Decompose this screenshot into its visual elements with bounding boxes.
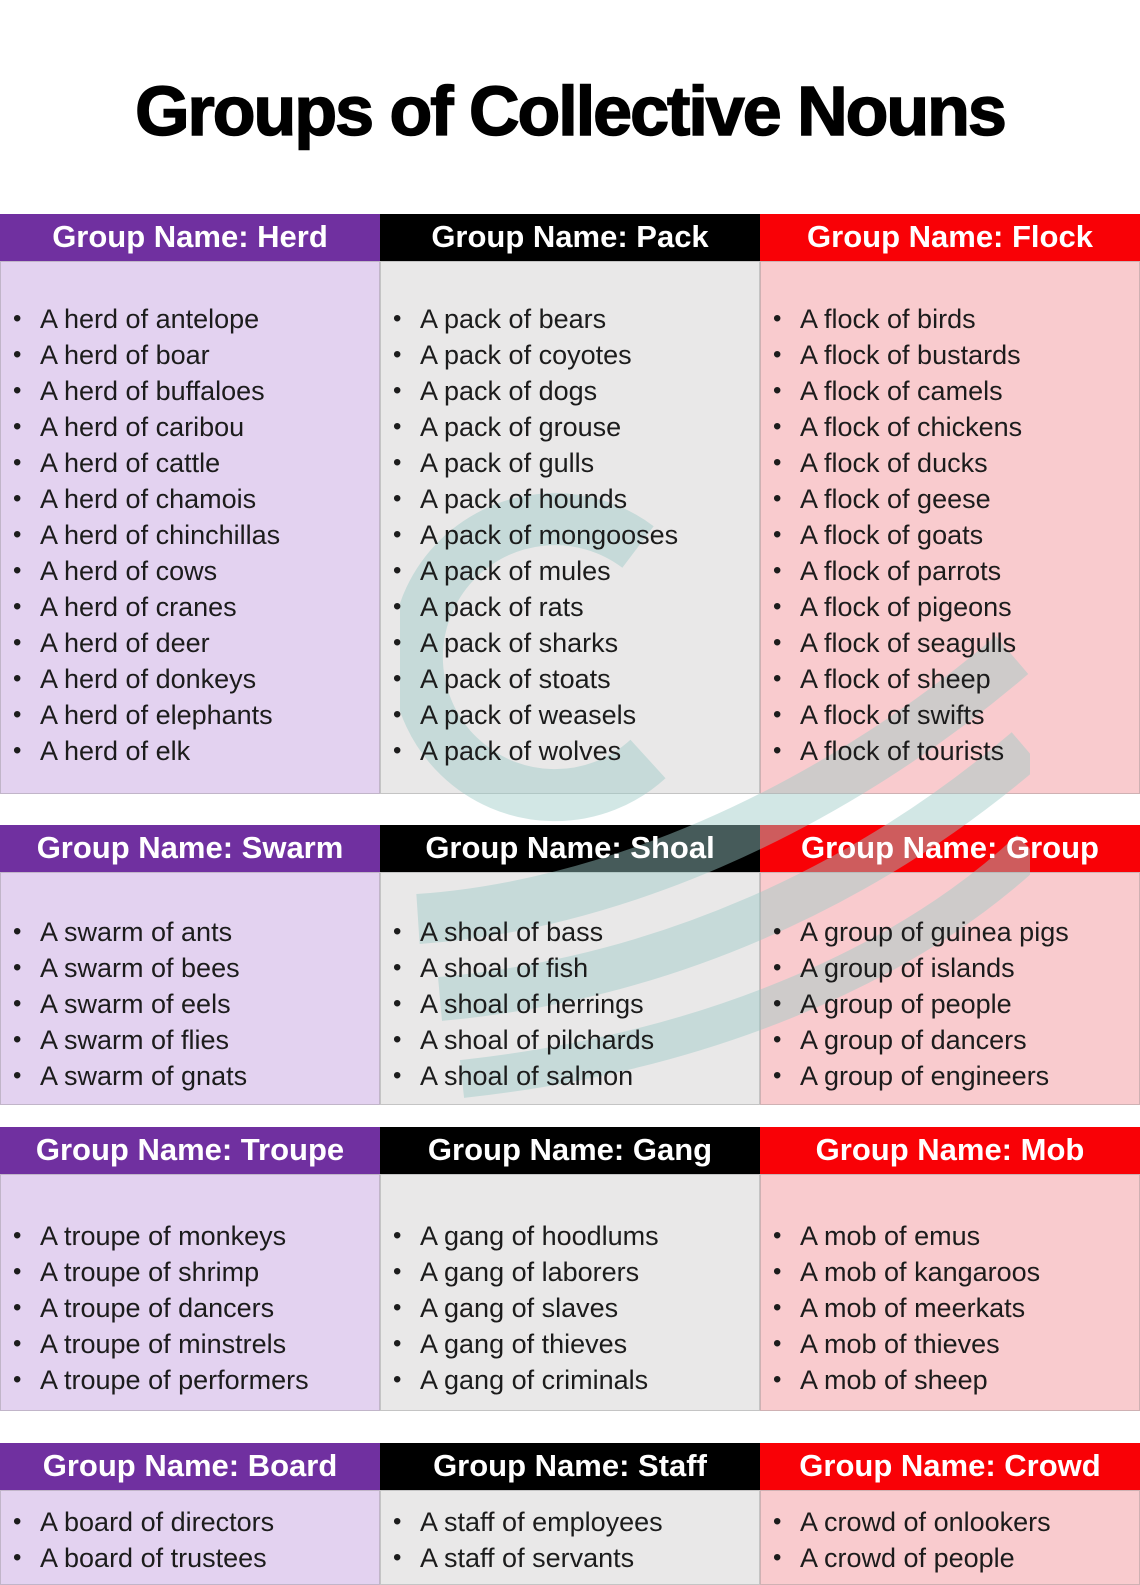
collective-noun-list: [0, 301, 380, 769]
panel-header: Group Name: Pack: [380, 214, 760, 261]
panels-grid: [0, 214, 1140, 1585]
list-item: • A herd of cows: [0, 553, 380, 589]
list-item: • A troupe of performers: [0, 1362, 380, 1398]
collective-noun-list: [380, 301, 760, 769]
list-item: • A troupe of dancers: [0, 1290, 380, 1326]
list-item: • A group of guinea pigs: [760, 914, 1140, 950]
list-item: • A troupe of shrimp: [0, 1254, 380, 1290]
list-item: • A flock of geese: [760, 481, 1140, 517]
list-item: • A board of directors: [0, 1504, 380, 1540]
list-item: • A gang of criminals: [380, 1362, 760, 1398]
panel-body: [380, 1490, 760, 1585]
list-item: • A mob of sheep: [760, 1362, 1140, 1398]
list-item: • A herd of deer: [0, 625, 380, 661]
panel-herd: [0, 214, 380, 794]
panel-board: [0, 1443, 380, 1585]
list-item: • A herd of chamois: [0, 481, 380, 517]
panel-troupe: [0, 1127, 380, 1411]
list-item: • A shoal of bass: [380, 914, 760, 950]
list-item: • A group of islands: [760, 950, 1140, 986]
panel-mob: [760, 1127, 1140, 1411]
panel-header: Group Name: Gang: [380, 1127, 760, 1174]
list-item: • A board of trustees: [0, 1540, 380, 1576]
list-item: • A group of engineers: [760, 1058, 1140, 1094]
panel-body: [380, 1174, 760, 1411]
panel-body: [0, 1174, 380, 1411]
collective-noun-list: [380, 1218, 760, 1398]
list-item: • A pack of hounds: [380, 481, 760, 517]
list-item: • A herd of buffaloes: [0, 373, 380, 409]
collective-noun-list: [0, 1218, 380, 1398]
panel-shoal: [380, 825, 760, 1105]
panel-row-3: [0, 1127, 1140, 1411]
list-item: • A pack of mules: [380, 553, 760, 589]
list-item: • A flock of goats: [760, 517, 1140, 553]
list-item: • A mob of meerkats: [760, 1290, 1140, 1326]
panel-body: [0, 1490, 380, 1585]
panel-body: [760, 1490, 1140, 1585]
list-item: • A pack of dogs: [380, 373, 760, 409]
list-item: • A pack of bears: [380, 301, 760, 337]
panel-header: Group Name: Mob: [760, 1127, 1140, 1174]
list-item: • A mob of kangaroos: [760, 1254, 1140, 1290]
collective-noun-list: [760, 1504, 1140, 1576]
panel-row-2: [0, 825, 1140, 1105]
list-item: • A flock of birds: [760, 301, 1140, 337]
list-item: • A mob of thieves: [760, 1326, 1140, 1362]
list-item: • A swarm of eels: [0, 986, 380, 1022]
panel-gang: [380, 1127, 760, 1411]
list-item: • A flock of camels: [760, 373, 1140, 409]
panel-header: Group Name: Staff: [380, 1443, 760, 1490]
panel-header: Group Name: Crowd: [760, 1443, 1140, 1490]
list-item: • A troupe of monkeys: [0, 1218, 380, 1254]
list-item: • A group of dancers: [760, 1022, 1140, 1058]
list-item: • A pack of sharks: [380, 625, 760, 661]
panel-header: Group Name: Troupe: [0, 1127, 380, 1174]
list-item: • A herd of donkeys: [0, 661, 380, 697]
panel-header: Group Name: Shoal: [380, 825, 760, 872]
panel-header: Group Name: Flock: [760, 214, 1140, 261]
panel-staff: [380, 1443, 760, 1585]
list-item: • A flock of bustards: [760, 337, 1140, 373]
list-item: • A flock of ducks: [760, 445, 1140, 481]
panel-header: Group Name: Group: [760, 825, 1140, 872]
panel-row-1: [0, 214, 1140, 794]
list-item: • A pack of grouse: [380, 409, 760, 445]
list-item: • A group of people: [760, 986, 1140, 1022]
panel-body: [760, 872, 1140, 1105]
list-item: • A staff of servants: [380, 1540, 760, 1576]
list-item: • A herd of chinchillas: [0, 517, 380, 553]
list-item: • A troupe of minstrels: [0, 1326, 380, 1362]
list-item: • A flock of seagulls: [760, 625, 1140, 661]
list-item: • A swarm of bees: [0, 950, 380, 986]
panel-body: [760, 1174, 1140, 1411]
list-item: • A herd of cattle: [0, 445, 380, 481]
list-item: • A shoal of fish: [380, 950, 760, 986]
list-item: • A pack of rats: [380, 589, 760, 625]
list-item: • A staff of employees: [380, 1504, 760, 1540]
list-item: • A flock of chickens: [760, 409, 1140, 445]
list-item: • A pack of mongooses: [380, 517, 760, 553]
list-item: • A herd of caribou: [0, 409, 380, 445]
collective-noun-list: [760, 301, 1140, 769]
panel-flock: [760, 214, 1140, 794]
list-item: • A gang of slaves: [380, 1290, 760, 1326]
list-item: • A swarm of ants: [0, 914, 380, 950]
list-item: • A shoal of herrings: [380, 986, 760, 1022]
collective-noun-list: [380, 1504, 760, 1576]
list-item: • A crowd of people: [760, 1540, 1140, 1576]
list-item: • A flock of parrots: [760, 553, 1140, 589]
collective-noun-list: [760, 1218, 1140, 1398]
panel-body: [0, 261, 380, 794]
panel-row-4: [0, 1443, 1140, 1585]
list-item: • A gang of hoodlums: [380, 1218, 760, 1254]
list-item: • A shoal of pilchards: [380, 1022, 760, 1058]
collective-noun-list: [0, 1504, 380, 1576]
list-item: • A crowd of onlookers: [760, 1504, 1140, 1540]
panel-body: [760, 261, 1140, 794]
list-item: • A herd of boar: [0, 337, 380, 373]
collective-noun-list: [380, 914, 760, 1094]
list-item: • A herd of antelope: [0, 301, 380, 337]
panel-swarm: [0, 825, 380, 1105]
list-item: • A pack of gulls: [380, 445, 760, 481]
list-item: • A gang of thieves: [380, 1326, 760, 1362]
panel-body: [380, 872, 760, 1105]
list-item: • A pack of wolves: [380, 733, 760, 769]
list-item: • A herd of elk: [0, 733, 380, 769]
list-item: • A shoal of salmon: [380, 1058, 760, 1094]
list-item: • A flock of tourists: [760, 733, 1140, 769]
list-item: • A pack of coyotes: [380, 337, 760, 373]
panel-crowd: [760, 1443, 1140, 1585]
list-item: • A flock of pigeons: [760, 589, 1140, 625]
panel-pack: [380, 214, 760, 794]
list-item: • A swarm of flies: [0, 1022, 380, 1058]
page-title: Groups of Collective Nouns: [135, 71, 1005, 150]
list-item: • A herd of elephants: [0, 697, 380, 733]
panel-body: [380, 261, 760, 794]
list-item: • A pack of stoats: [380, 661, 760, 697]
list-item: • A pack of weasels: [380, 697, 760, 733]
collective-noun-list: [0, 914, 380, 1094]
list-item: • A mob of emus: [760, 1218, 1140, 1254]
collective-noun-list: [760, 914, 1140, 1094]
list-item: • A flock of sheep: [760, 661, 1140, 697]
panel-body: [0, 872, 380, 1105]
panel-header: Group Name: Herd: [0, 214, 380, 261]
list-item: • A flock of swifts: [760, 697, 1140, 733]
panel-header: Group Name: Swarm: [0, 825, 380, 872]
panel-group: [760, 825, 1140, 1105]
panel-header: Group Name: Board: [0, 1443, 380, 1490]
list-item: • A herd of cranes: [0, 589, 380, 625]
list-item: • A swarm of gnats: [0, 1058, 380, 1094]
list-item: • A gang of laborers: [380, 1254, 760, 1290]
